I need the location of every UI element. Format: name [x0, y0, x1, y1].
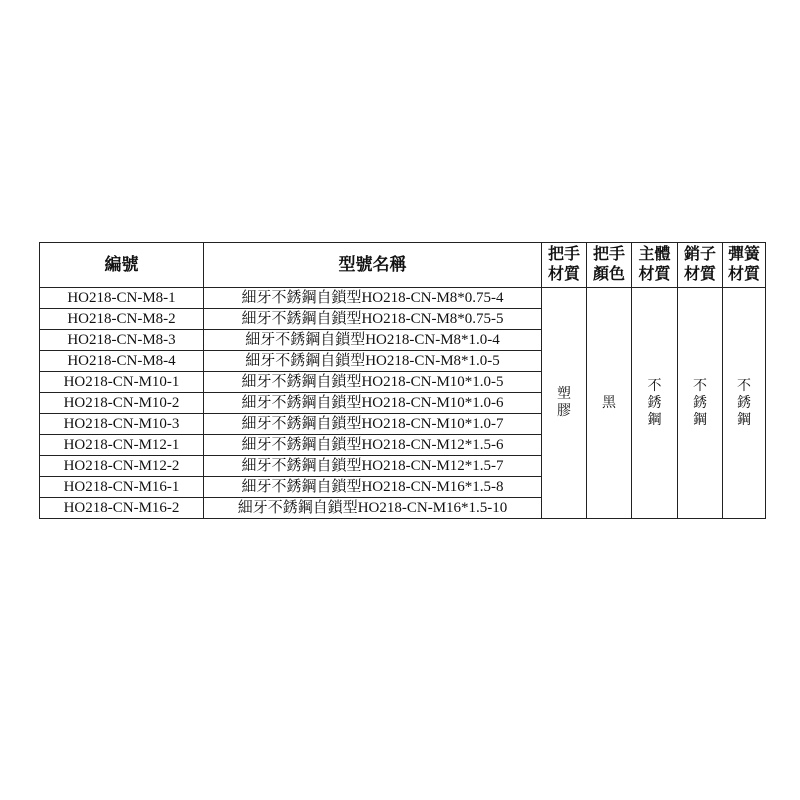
header-spring-material-line1: 彈簧	[727, 246, 760, 263]
header-handle-color	[587, 243, 632, 288]
cell-code: HO218-CN-M8-1	[40, 288, 204, 309]
header-handle-color-line1: 把手	[592, 246, 625, 263]
cell-code: HO218-CN-M10-1	[40, 372, 204, 393]
cell-model-name: 細牙不銹鋼自鎖型HO218-CN-M8*1.0-5	[204, 351, 542, 372]
cell-spring-material: 不 銹 鋼	[723, 288, 766, 519]
table-row	[40, 288, 766, 309]
cell-model-name: 細牙不銹鋼自鎖型HO218-CN-M10*1.0-7	[204, 414, 542, 435]
header-handle-color-line2: 顏色	[592, 266, 625, 283]
spec-table	[39, 242, 766, 519]
header-pin-material-line1: 銷子	[683, 246, 716, 263]
header-row	[40, 243, 766, 288]
cell-model-name: 細牙不銹鋼自鎖型HO218-CN-M8*1.0-4	[204, 330, 542, 351]
cell-model-name: 細牙不銹鋼自鎖型HO218-CN-M16*1.5-8	[204, 477, 542, 498]
cell-code: HO218-CN-M16-1	[40, 477, 204, 498]
header-model-name: 型號名稱	[204, 243, 542, 288]
cell-pin-material: 不 銹 鋼	[678, 288, 723, 519]
cell-code: HO218-CN-M12-1	[40, 435, 204, 456]
cell-handle-material: 塑 膠	[542, 288, 587, 519]
cell-handle-color: 黑	[587, 288, 632, 519]
cell-code: HO218-CN-M10-3	[40, 414, 204, 435]
cell-model-name: 細牙不銹鋼自鎖型HO218-CN-M16*1.5-10	[204, 498, 542, 519]
cell-model-name: 細牙不銹鋼自鎖型HO218-CN-M8*0.75-4	[204, 288, 542, 309]
cell-model-name: 細牙不銹鋼自鎖型HO218-CN-M8*0.75-5	[204, 309, 542, 330]
cell-body-material: 不 銹 鋼	[632, 288, 678, 519]
cell-code: HO218-CN-M8-2	[40, 309, 204, 330]
header-pin-material-line2: 材質	[683, 266, 716, 283]
header-spring-material-line2: 材質	[727, 266, 760, 283]
cell-code: HO218-CN-M12-2	[40, 456, 204, 477]
header-body-material-line2: 材質	[638, 266, 671, 283]
cell-model-name: 細牙不銹鋼自鎖型HO218-CN-M10*1.0-6	[204, 393, 542, 414]
header-spring-material	[723, 243, 766, 288]
cell-code: HO218-CN-M8-4	[40, 351, 204, 372]
cell-code: HO218-CN-M8-3	[40, 330, 204, 351]
cell-model-name: 細牙不銹鋼自鎖型HO218-CN-M12*1.5-7	[204, 456, 542, 477]
header-body-material-line1: 主體	[638, 246, 671, 263]
header-body-material	[632, 243, 678, 288]
header-pin-material	[678, 243, 723, 288]
cell-code: HO218-CN-M16-2	[40, 498, 204, 519]
header-code: 編號	[40, 243, 204, 288]
header-handle-material-line2: 材質	[547, 266, 580, 283]
cell-model-name: 細牙不銹鋼自鎖型HO218-CN-M12*1.5-6	[204, 435, 542, 456]
header-handle-material	[542, 243, 587, 288]
header-handle-material-line1: 把手	[547, 246, 580, 263]
cell-model-name: 細牙不銹鋼自鎖型HO218-CN-M10*1.0-5	[204, 372, 542, 393]
cell-code: HO218-CN-M10-2	[40, 393, 204, 414]
